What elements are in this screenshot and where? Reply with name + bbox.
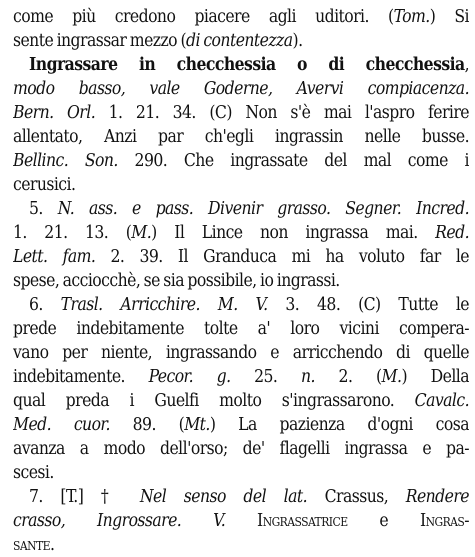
citation-line: scesi.: [13, 463, 54, 483]
citation-line: qual preda i Guelfi molto s'ingrassarono. Cavalc.: [13, 391, 469, 411]
citation-line: vano per niente, ingrassando e arricchendo di quelle: [13, 343, 469, 363]
sense-7-line: 7. [T.] † Nel senso del lat. Crassus, Rendere: [29, 487, 469, 507]
definition-line: modo basso, vale Goderne, Avervi compiacenza.: [13, 79, 469, 99]
sense-7-line: sante.: [13, 535, 55, 555]
citation-line: Bern. Orl. 1. 21. 34. (C) Non s'è mai l'aspro ferire: [13, 103, 469, 123]
citation-line: spese, acciocchè, se sia possibile, io ingrassi.: [13, 271, 340, 291]
citation-line: Lett. fam. 2. 39. Il Granduca mi ha voluto far le: [13, 247, 469, 267]
citation-line: cerusici.: [13, 175, 76, 195]
sense-7-line: crasso, Ingrossare. V. Ingrassatrice e Ingras-: [13, 511, 469, 531]
citation-line: 1. 21. 13. (M.) Il Lince non ingrassa mai. Red.: [13, 223, 469, 243]
citation-line: indebitamente. Pecor. g. 25. n. 2. (M.) Della: [13, 367, 469, 387]
text-line: sente ingrassar mezzo (di contentezza).: [13, 31, 303, 51]
subentry-heading: Ingrassare in checchessia o di checchessia,: [29, 55, 469, 75]
text-line: come più credono piacere agli uditori. (Tom.) Si: [13, 7, 469, 27]
sense-6-line: 6. Trasl. Arricchire. M. V. 3. 48. (C) Tutte le: [29, 295, 469, 315]
citation-line: avanza a modo dell'orso; de' flagelli ingrassa e pa-: [13, 439, 469, 459]
citation-line: prede indebitamente tolte a' loro vicini compera-: [13, 319, 469, 339]
citation-line: allentato, Anzi par ch'egli ingrassin nelle busse.: [13, 127, 469, 147]
citation-line: Med. cuor. 89. (Mt.) La pazienza d'ogni cosa: [13, 415, 469, 435]
sense-5-line: 5. N. ass. e pass. Divenir grasso. Segner. Incred.: [29, 199, 469, 219]
citation-line: Bellinc. Son. 290. Che ingrassate del mal come i: [13, 151, 469, 171]
